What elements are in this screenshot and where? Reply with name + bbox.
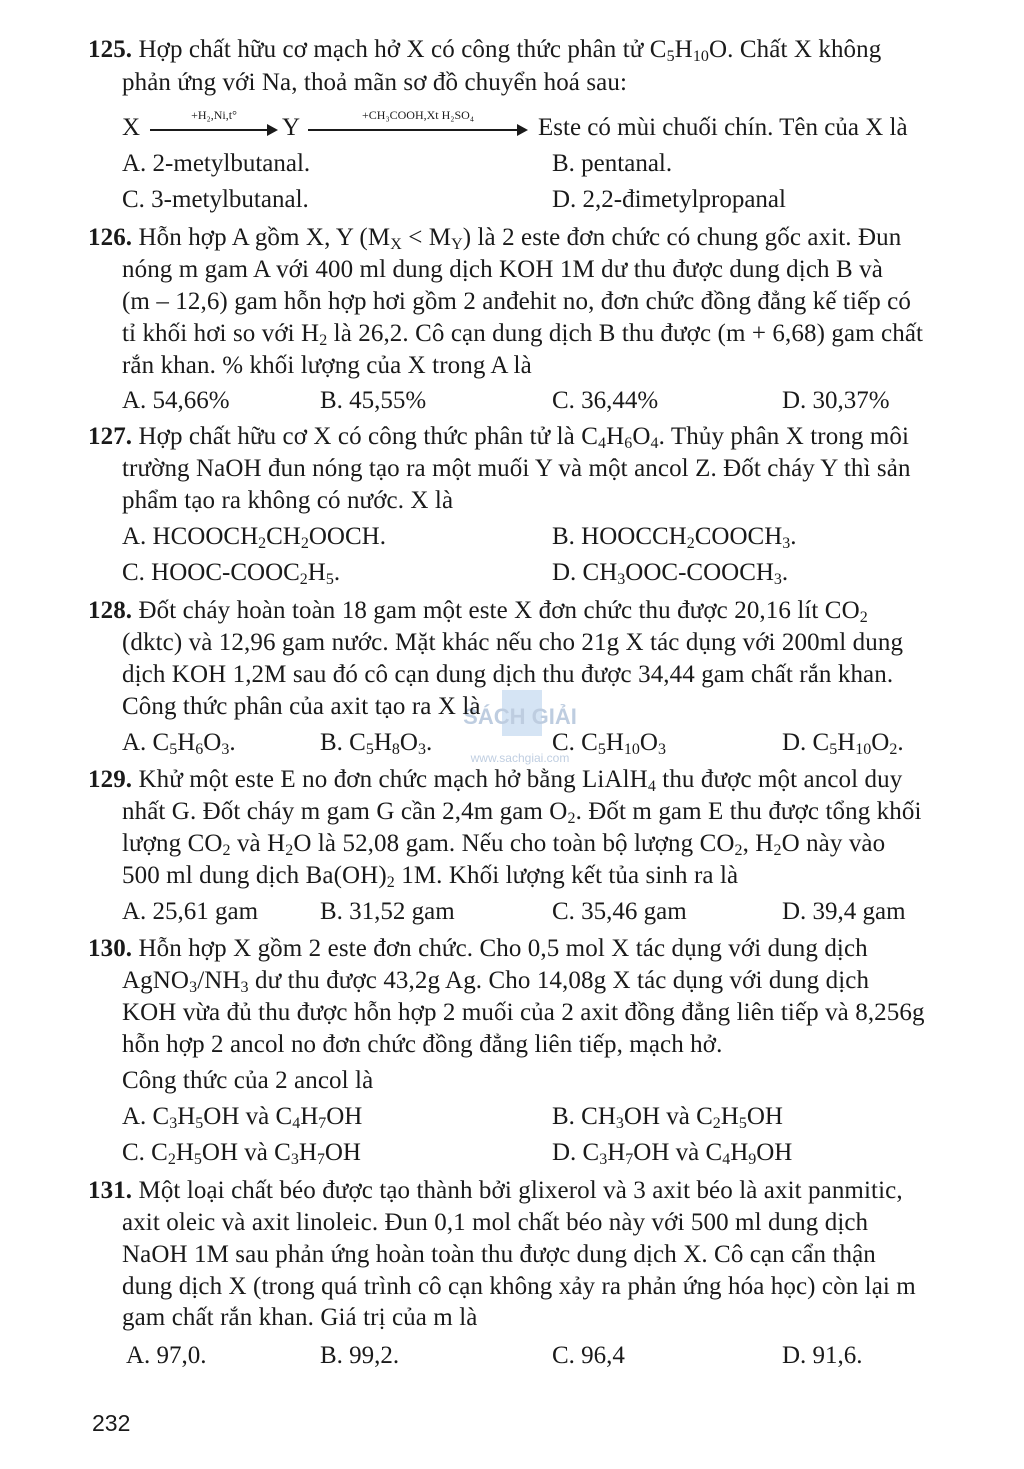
q130-line-2: $AgNO_3/NH_3$ dư thu được 43,2g Ag. Cho 14,08g X tác dụng với dung dịch — [122, 967, 870, 996]
question-number: 127. — [88, 423, 133, 450]
page-number: 232 — [92, 1410, 131, 1436]
q125-option-d: D. 2,2-đimetylpropanal — [552, 186, 786, 213]
arrow-2-label: +CH₃COOH,Xt H₂SO₄ — [362, 108, 474, 122]
q130-line-3: KOH vừa đủ thu được hỗn hợp 2 muối của 2 axit đồng đẳng liên tiếp và 8,256g — [122, 999, 925, 1026]
reaction-arrow-2 — [308, 108, 528, 148]
q131-option-a: A. 97,0. — [126, 1342, 207, 1369]
q128-option-a: A. $C_5H_6O_3$. — [122, 729, 236, 758]
q126-line-3: (m – 12,6) gam hỗn hợp hơi gồm 2 anđehit no, đơn chức đồng đẳng kế tiếp có — [122, 288, 911, 315]
q131-line-3: NaOH 1M sau phản ứng hoàn toàn thu được dung dịch X. Cô cạn cẩn thận — [122, 1241, 876, 1268]
q128-line-2: (dktc) và 12,96 gam nước. Mặt khác nếu cho 21g X tác dụng với 200ml dung — [122, 629, 904, 656]
q126-line-2: nóng m gam A với 400 ml dung dịch KOH 1M dư thu được dung dịch B và — [122, 256, 883, 283]
q131-line-5: gam chất rắn khan. Giá trị của m là — [122, 1304, 478, 1331]
q127-option-a: A. $HCOOCH_2CH_2OOCH$. — [122, 523, 386, 552]
q128-line-1: 128. Đốt cháy hoàn toàn 18 gam một este X đơn chức thu được 20,16 lít $CO_2$ — [88, 597, 868, 626]
question-number: 126. — [88, 224, 133, 251]
q127-option-c: C. HOOC-$COOC_2H_5$. — [122, 559, 341, 588]
q125-line-2: phản ứng với Na, thoả mãn sơ đồ chuyển hoá sau: — [122, 69, 628, 96]
q127-line-1: 127. Hợp chất hữu cơ X có công thức phân tử là $C_4H_6O_4$. Thủy phân X trong môi — [88, 423, 910, 452]
q129-line-3: lượng $CO_2$ và $H_2O$ là 52,08 gam. Nếu cho toàn bộ lượng $CO_2$, $H_2O$ này vào — [122, 830, 886, 859]
question-number: 129. — [88, 766, 133, 793]
svg-text:SÁCH GIẢI: SÁCH GIẢI — [463, 704, 577, 729]
q131-line-4: dung dịch X (trong quá trình cô cạn không xảy ra phản ứng hóa học) còn lại m — [122, 1273, 916, 1300]
q127-line-3: phẩm tạo ra không có nước. X là — [122, 487, 454, 514]
q125-option-a: A. 2-metylbutanal. — [122, 150, 311, 177]
q129-option-a: A. 25,61 gam — [122, 898, 259, 925]
q131-option-c: C. 96,4 — [552, 1342, 625, 1369]
q128-option-c: C. $C_5H_{10}O_3$ — [552, 729, 666, 758]
q131-option-d: D. 91,6. — [782, 1342, 863, 1369]
q130-option-c: C. $C_2H_5OH$ và $C_3H_7OH$ — [122, 1139, 361, 1168]
arrow-head-icon — [517, 124, 528, 136]
question-number: 130. — [88, 935, 133, 962]
scheme-y: Y — [282, 114, 301, 141]
q125-option-b: B. pentanal. — [552, 150, 673, 177]
q129-line-4: 500 ml dung dịch $Ba(OH)_2$ 1M. Khối lượng kết tủa sinh ra là — [122, 862, 739, 891]
q126-option-c: C. 36,44% — [552, 387, 659, 414]
reaction-arrow-1 — [150, 108, 278, 148]
svg-text:www.sachgiai.com: www.sachgiai.com — [470, 751, 570, 765]
q127-option-d: D. $CH_3OOC-COOCH_3$. — [552, 559, 789, 588]
q130-option-a: A. $C_3H_5OH$ và $C_4H_7OH$ — [122, 1103, 363, 1132]
q126-option-d: D. 30,37% — [782, 387, 890, 414]
arrow-head-icon — [267, 124, 278, 136]
q126-line-5: rắn khan. % khối lượng của X trong A là — [122, 352, 532, 379]
q125-line-1: 125. Hợp chất hữu cơ mạch hở X có công thức phân tử $C_5H_{10}O$. Chất X không — [88, 36, 882, 65]
arrow-1-label: +H₂,Ni,t° — [191, 108, 237, 122]
q126-line-1: 126. Hỗn hợp A gồm X, Y $(M_X < M_Y)$ là 2 este đơn chức có chung gốc axit. Đun — [88, 224, 902, 253]
q131-option-b: B. 99,2. — [320, 1342, 400, 1369]
q129-option-c: C. 35,46 gam — [552, 898, 687, 925]
q128-line-3: dịch KOH 1,2M sau đó cô cạn dung dịch thu được 34,44 gam chất rắn khan. — [122, 661, 894, 688]
q131-line-2: axit oleic và axit linoleic. Đun 0,1 mol chất béo này với 500 ml dung dịch — [122, 1209, 869, 1236]
scheme-result: Este có mùi chuối chín. Tên của X là — [538, 114, 908, 141]
q129-option-b: B. 31,52 gam — [320, 898, 455, 925]
q126-option-b: B. 45,55% — [320, 387, 427, 414]
q129-line-2: nhất G. Đốt cháy m gam G cần 2,4m gam $O_2$. Đốt m gam E thu được tổng khối — [122, 798, 922, 827]
q127-line-2: trường NaOH đun nóng tạo ra một muối Y và một ancol Z. Đốt cháy Y thì sản — [122, 455, 911, 482]
q130-line-1: 130. Hỗn hợp X gồm 2 este đơn chức. Cho 0,5 mol X tác dụng với dung dịch — [88, 935, 868, 962]
q129-line-1: 129. Khử một este E no đơn chức mạch hở bằng LiAlH$_4$ thu được một ancol duy — [88, 766, 903, 795]
q130-line-5: Công thức của 2 ancol là — [122, 1067, 374, 1094]
q125-option-c: C. 3-metylbutanal. — [122, 186, 309, 213]
q126-option-a: A. 54,66% — [122, 387, 230, 414]
q128-option-d: D. $C_5H_{10}O_2$. — [782, 729, 904, 758]
q130-line-4: hỗn hợp 2 ancol no đơn chức đồng đẳng liên tiếp, mạch hở. — [122, 1031, 723, 1058]
q128-option-b: B. $C_5H_8O_3$. — [320, 729, 433, 758]
q131-line-1: 131. Một loại chất béo được tạo thành bởi glixerol và 3 axit béo là axit panmitic, — [88, 1177, 903, 1204]
q130-option-b: B. $CH_3OH$ và $C_2H_5OH$ — [552, 1103, 783, 1132]
q129-option-d: D. 39,4 gam — [782, 898, 906, 925]
question-number: 125. — [88, 36, 133, 63]
q126-line-4: tỉ khối hơi so với $H_2$ là 26,2. Cô cạn dung dịch B thu được (m + 6,68) gam chất — [122, 320, 924, 349]
q127-option-b: B. $HOOCCH_2COOCH_3$. — [552, 523, 797, 552]
scheme-x: X — [122, 114, 141, 141]
question-number: 128. — [88, 597, 133, 624]
q128-line-4: Công thức phân của axit tạo ra X là — [122, 693, 481, 720]
question-number: 131. — [88, 1177, 133, 1204]
q130-option-d: D. $C_3H_7OH$ và $C_4H_9OH$ — [552, 1139, 793, 1168]
q125-reaction-scheme — [122, 108, 982, 148]
